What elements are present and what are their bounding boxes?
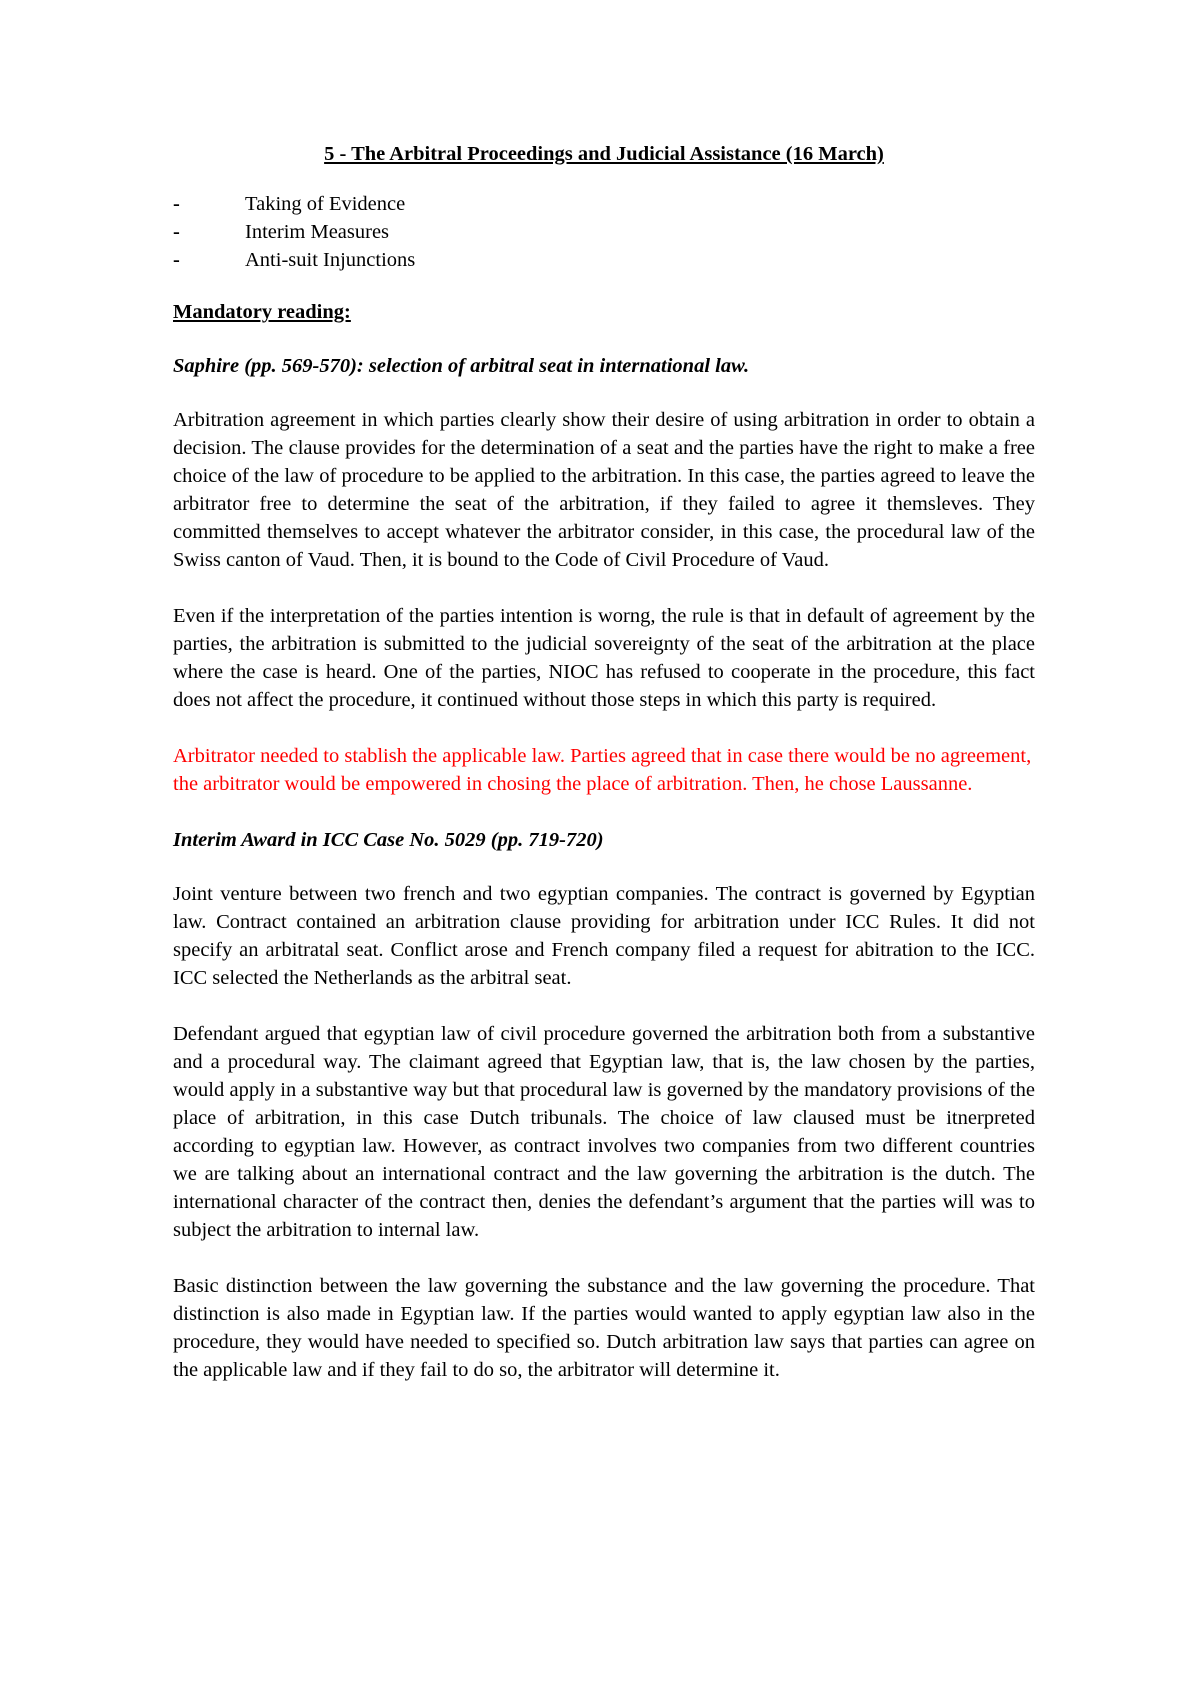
- list-item-label: Interim Measures: [245, 221, 390, 243]
- list-item: [173, 190, 1035, 218]
- topic-list: [173, 190, 1035, 274]
- paragraph: Even if the interpretation of the parties intention is worng, the rule is that in default of agreement by the parties, the arbitration is submitted to the judicial sovereignty of the seat of the arbitration at the place where the case is heard. One of the parties, NIOC has refused to cooperate in the procedure, this fact does not affect the procedure, it continued without those steps in which this party is required.: [173, 605, 1035, 711]
- paragraph: Arbitration agreement in which parties clearly show their desire of using arbitration in order to obtain a decision. The clause provides for the determination of a seat and the parties have the right to make a free choice of the law of procedure to be applied to the arbitration. In this case, the parties agreed to leave the arbitrator free to determine the seat of the arbitration, if they failed to agree it themsleves. They committed themselves to accept whatever the arbitrator consider, in this case, the procedural law of the Swiss canton of Vaud. Then, it is bound to the Code of Civil Procedure of Vaud.: [173, 409, 1035, 571]
- document-content: [173, 140, 1035, 1412]
- highlighted-note: Arbitrator needed to stablish the applicable law. Parties agreed that in case there would be no agreement, the arbitrator would be empowered in chosing the place of arbitration. Then, he chose Laussanne.: [173, 745, 1032, 795]
- list-item: [173, 218, 1035, 246]
- case-heading-icc-5029: Interim Award in ICC Case No. 5029 (pp. 719-720): [173, 829, 604, 851]
- list-item: [173, 246, 1035, 274]
- list-bullet: -: [173, 249, 180, 271]
- list-item-label: Anti-suit Injunctions: [245, 249, 416, 271]
- mandatory-reading-label: Mandatory reading:: [173, 301, 351, 323]
- paragraph: Defendant argued that egyptian law of civil procedure governed the arbitration both from a substantive and a procedural way. The claimant agreed that Egyptian law, that is, the law chosen by the parties, would apply in a substantive way but that procedural law is governed by the mandatory provisions of the place of arbitration, in this case Dutch tribunals. The choice of law claused must be itnerpreted according to egyptian law. However, as contract involves two companies from two different countries we are talking about an international contract and the law governing the arbitration is the dutch. The international character of the contract then, denies the defendant’s argument that the parties will was to subject the arbitration to internal law.: [173, 1023, 1035, 1241]
- paragraph: Joint venture between two french and two egyptian companies. The contract is governed by Egyptian law. Contract contained an arbitration clause providing for arbitration under ICC Rules. It did not specify an arbitratal seat. Conflict arose and French company filed a request for abitration to the ICC. ICC selected the Netherlands as the arbitral seat.: [173, 883, 1035, 989]
- document-title: 5 - The Arbitral Proceedings and Judicial Assistance (16 March): [324, 143, 884, 165]
- paragraph: Basic distinction between the law governing the substance and the law governing the procedure. That distinction is also made in Egyptian law. If the parties would wanted to apply egyptian law also in the procedure, they would have needed to specified so. Dutch arbitration law says that parties can agree on the applicable law and if they fail to do so, the arbitrator will determine it.: [173, 1275, 1035, 1381]
- list-bullet: -: [173, 193, 180, 215]
- case-heading-saphire: Saphire (pp. 569-570): selection of arbitral seat in international law.: [173, 355, 750, 377]
- list-bullet: -: [173, 221, 180, 243]
- list-item-label: Taking of Evidence: [245, 193, 406, 215]
